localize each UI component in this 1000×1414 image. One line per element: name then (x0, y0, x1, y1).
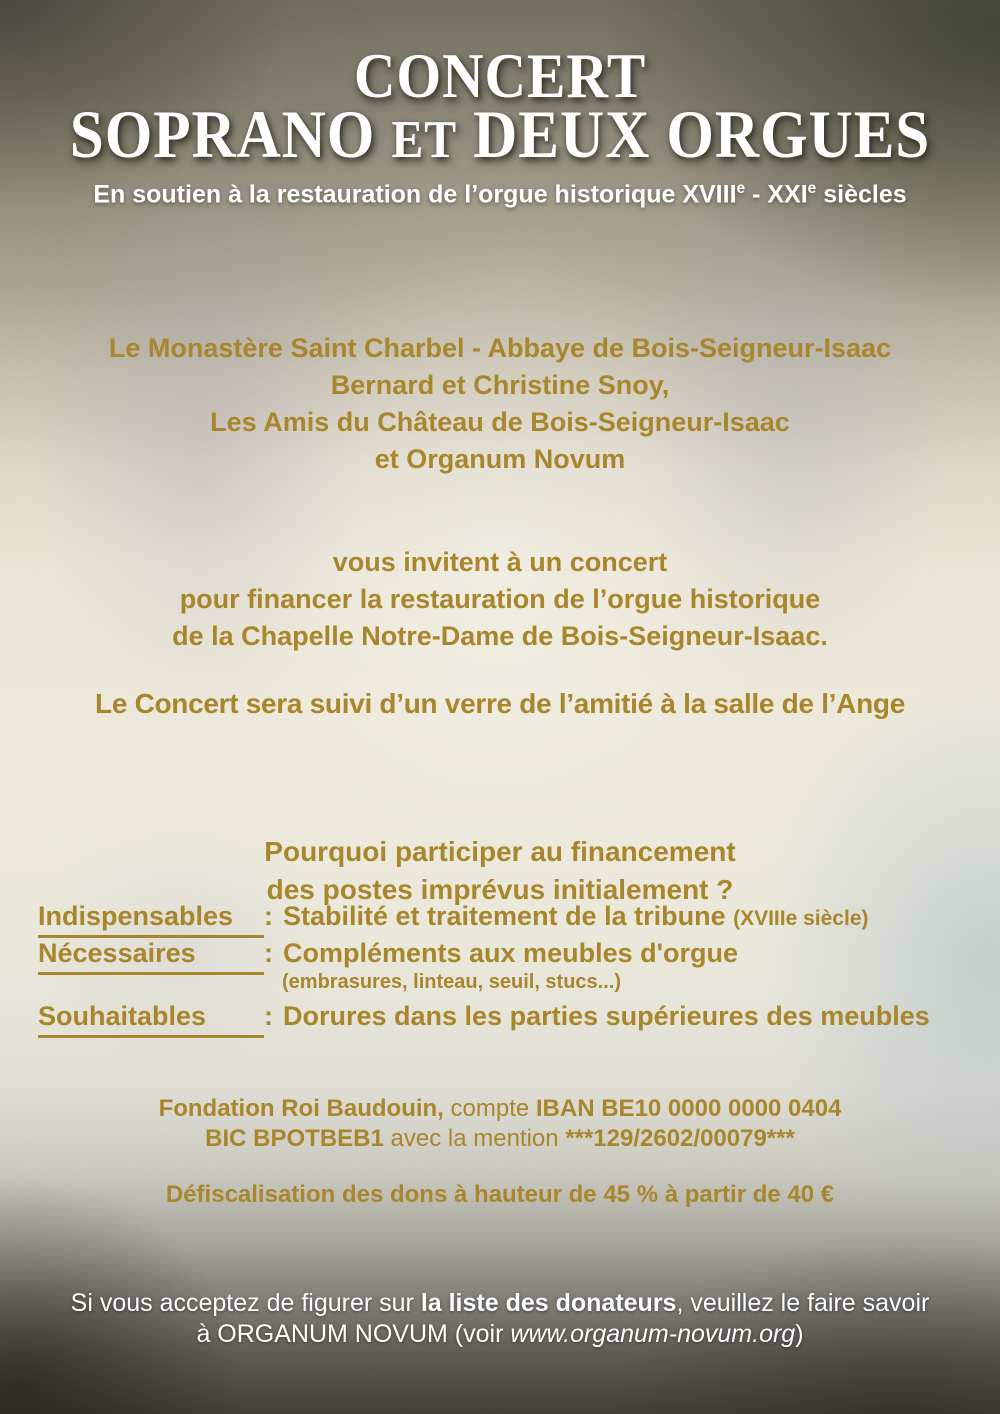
donation-compte: compte (443, 1095, 536, 1122)
financing-colon: : (264, 901, 273, 931)
financing-text: Dorures dans les parties supérieures des meubles (283, 1001, 930, 1031)
title-deux-orgues: DEUX ORGUES (456, 96, 931, 172)
footer-line1 (0, 1288, 1000, 1319)
subtitle-text3: siècles (816, 180, 907, 209)
financing-label: Souhaitables (38, 1001, 264, 1038)
invitation-block (0, 544, 1000, 655)
donation-foundation: Fondation Roi Baudouin, (158, 1095, 444, 1122)
donation-line2 (0, 1124, 1000, 1154)
host-line-snoy: Bernard et Christine Snoy, (330, 370, 670, 400)
footer-line2-prefix: à ORGANUM NOVUM (voir (196, 1320, 511, 1348)
financing-row-indispensables (0, 901, 1000, 938)
financing-row-necessaires (0, 938, 1000, 975)
footer-line2-suffix: ) (795, 1320, 804, 1348)
financing-heading-line2: des postes imprévus initialement ? (266, 874, 734, 905)
donation-mention: avec la mention (383, 1125, 566, 1152)
invite-line3: de la Chapelle Notre-Dame de Bois-Seigneur-Isaac. (172, 621, 828, 651)
financing-label: Indispensables (38, 901, 264, 938)
financing-text: Compléments aux meubles d'orgue (283, 938, 739, 968)
subtitle-sup2: e (807, 180, 817, 197)
tax-note: Défiscalisation des dons à hauteur de 45 % à partir de 40 € (165, 1181, 835, 1208)
donation-bic: BIC BPOTBEB1 (205, 1125, 384, 1152)
financing-heading (0, 833, 1000, 909)
title-concert: CONCERT (353, 40, 647, 111)
host-line-amis: Les Amis du Château de Bois-Seigneur-Isaac (210, 407, 790, 437)
subtitle-sup1: e (736, 180, 746, 197)
footer-line2 (0, 1319, 1000, 1350)
hosts-block (0, 330, 1000, 478)
financing-colon: : (264, 1001, 273, 1031)
financing-colon: : (264, 938, 273, 968)
poster-subtitle (0, 180, 1000, 209)
footer-donors-list: la liste des donateurs (420, 1289, 677, 1317)
financing-label: Nécessaires (38, 938, 264, 975)
footer-website-url: www.organum-novum.org (510, 1320, 796, 1348)
donation-block (0, 1094, 1000, 1154)
subtitle-text: En soutien à la restauration de l’orgue historique XVIII (93, 180, 737, 209)
financing-row-souhaitables (0, 1001, 1000, 1038)
poster-title-line2 (50, 96, 950, 172)
donation-iban: IBAN BE10 0000 0000 0404 (535, 1095, 842, 1122)
host-line-organum: et Organum Novum (374, 444, 626, 474)
invite-line2: pour financer la restauration de l’orgue historique (179, 584, 821, 614)
financing-text: Stabilité et traitement de la tribune (283, 901, 734, 931)
donation-reference: ***129/2602/00079*** (565, 1125, 795, 1152)
financing-heading-line1: Pourquoi participer au financement (264, 836, 736, 867)
footer-line1-suffix: , veuillez le faire savoir (676, 1289, 930, 1317)
title-et: ET (391, 111, 457, 169)
invite-line1: vous invitent à un concert (332, 547, 668, 577)
title-soprano: SOPRANO (69, 96, 392, 172)
footer-block (0, 1288, 1000, 1350)
subtitle-text2: - XXI (745, 180, 808, 209)
financing-subtext: (embrasures, linteau, seuil, stucs...) (282, 971, 622, 993)
reception-line: Le Concert sera suivi d’un verre de l’amitié à la salle de l’Ange (95, 688, 905, 719)
footer-line1-prefix: Si vous acceptez de figurer sur (70, 1289, 421, 1317)
host-line-monastere: Le Monastère Saint Charbel - Abbaye de Bois-Seigneur-Isaac (108, 333, 892, 363)
financing-note: (XVIIIe siècle) (733, 907, 869, 930)
donation-line1 (0, 1094, 1000, 1124)
